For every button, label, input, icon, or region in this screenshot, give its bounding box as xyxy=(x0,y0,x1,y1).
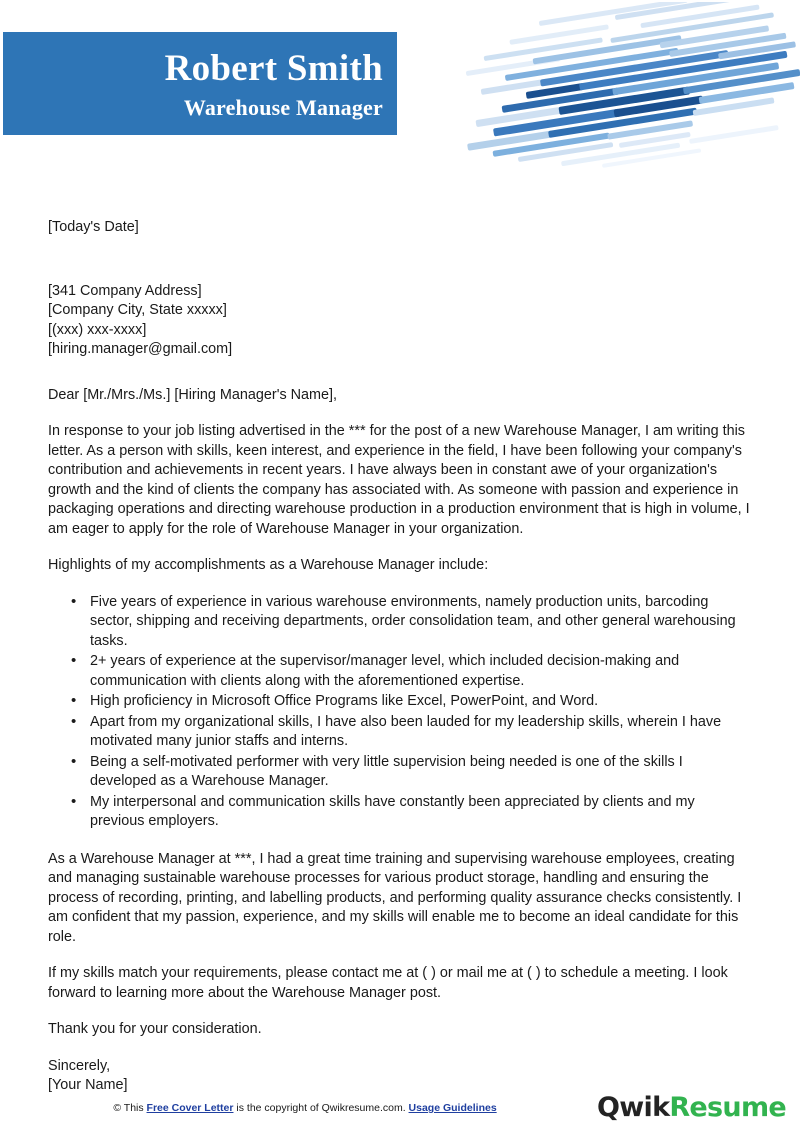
address-line: [Company City, State xxxxx] xyxy=(48,302,227,318)
list-item: • High proficiency in Microsoft Office Programs like Excel, PowerPoint, and Word. xyxy=(90,692,752,712)
spacer xyxy=(48,1040,752,1057)
cover-letter-body xyxy=(48,218,752,1096)
brand-name-second: Resume xyxy=(669,1092,786,1123)
candidate-name: Robert Smith xyxy=(164,47,383,89)
brand-name-first: Qwik xyxy=(597,1092,670,1123)
intro-paragraph: In response to your job listing advertised in the *** for the post of a new Warehouse Manager, I am writing this letter. As a person with skills, keen interest, and experience in the field, I have been following your company's contribution and achievements in recent years. I have always been in constant awe of your organization's growth and the kind of clients the company has associated with. As someone with passion and experience in packaging operations and directing warehouse production in a production environment that is high in volume, I am eager to apply for the role of Warehouse Manager in your organization. xyxy=(48,423,750,537)
list-item: • Being a self-motivated performer with very little supervision being needed is one of the skills I developed as a Warehouse Manager. xyxy=(90,753,752,792)
spacer xyxy=(48,947,752,964)
spacer xyxy=(48,405,752,422)
free-cover-letter-link[interactable]: Free Cover Letter xyxy=(146,1102,234,1114)
copyright-prefix: © This xyxy=(113,1102,147,1114)
diagonal-stripes-decoration-icon xyxy=(430,2,800,172)
spacer xyxy=(48,539,752,556)
spacer xyxy=(48,360,752,386)
sign-off: Sincerely, xyxy=(48,1057,111,1074)
salutation: Dear [Mr./Mrs./Ms.] [Hiring Manager's Name], xyxy=(48,386,338,403)
spacer xyxy=(48,833,752,850)
copyright-credit xyxy=(0,1101,610,1115)
closing-paragraph: If my skills match your requirements, please contact me at ( ) or mail me at ( ) to schedule a meeting. I look forward to learning more about the Warehouse Manager post. xyxy=(48,965,728,1001)
list-item: • My interpersonal and communication skills have constantly been appreciated by clients and my previous employers. xyxy=(90,793,752,832)
address-line: [(xxx) xxx-xxxx] xyxy=(48,321,147,338)
usage-guidelines-link[interactable]: Usage Guidelines xyxy=(408,1102,497,1114)
list-item: • Five years of experience in various warehouse environments, namely production units, barcoding sector, shipping and receiving departments, order consolidation team, and other general warehousing tasks. xyxy=(90,593,752,652)
spacer xyxy=(48,238,752,282)
spacer xyxy=(48,1003,752,1020)
date-placeholder: [Today's Date] xyxy=(48,219,139,235)
name-title-block xyxy=(3,32,397,135)
spacer xyxy=(48,576,752,593)
signature-block xyxy=(48,1057,752,1096)
highlights-list xyxy=(48,593,752,832)
signature-name: [Your Name] xyxy=(48,1077,128,1093)
highlights-heading: Highlights of my accomplishments as a Warehouse Manager include: xyxy=(48,557,489,573)
copyright-middle: is the copyright of Qwikresume.com. xyxy=(233,1102,409,1114)
recipient-address-block xyxy=(48,282,752,360)
document-header xyxy=(0,0,800,175)
document-footer xyxy=(0,1092,800,1131)
experience-paragraph: As a Warehouse Manager at ***, I had a great time training and supervising warehouse employees, creating and managing sustainable warehouse processes for various product storage, handling and ensuring the process of recording, printing, and labelling products, and performing quality assurance checks consistently. I am confident that my passion, experience, and my skills will enable me to become an ideal candidate for this role. xyxy=(48,850,742,945)
candidate-job-title: Warehouse Manager xyxy=(183,94,383,120)
list-item: • 2+ years of experience at the supervisor/manager level, which included decision-making and communication with clients along with the aforementioned expertise. xyxy=(90,652,752,691)
address-line: [341 Company Address] xyxy=(48,282,202,299)
qwikresume-logo[interactable] xyxy=(597,1091,786,1125)
list-item: • Apart from my organizational skills, I have also been lauded for my leadership skills, wherein I have motivated many junior staffs and interns. xyxy=(90,713,752,752)
thanks-line: Thank you for your consideration. xyxy=(48,1021,262,1037)
address-line: [hiring.manager@gmail.com] xyxy=(48,341,233,357)
